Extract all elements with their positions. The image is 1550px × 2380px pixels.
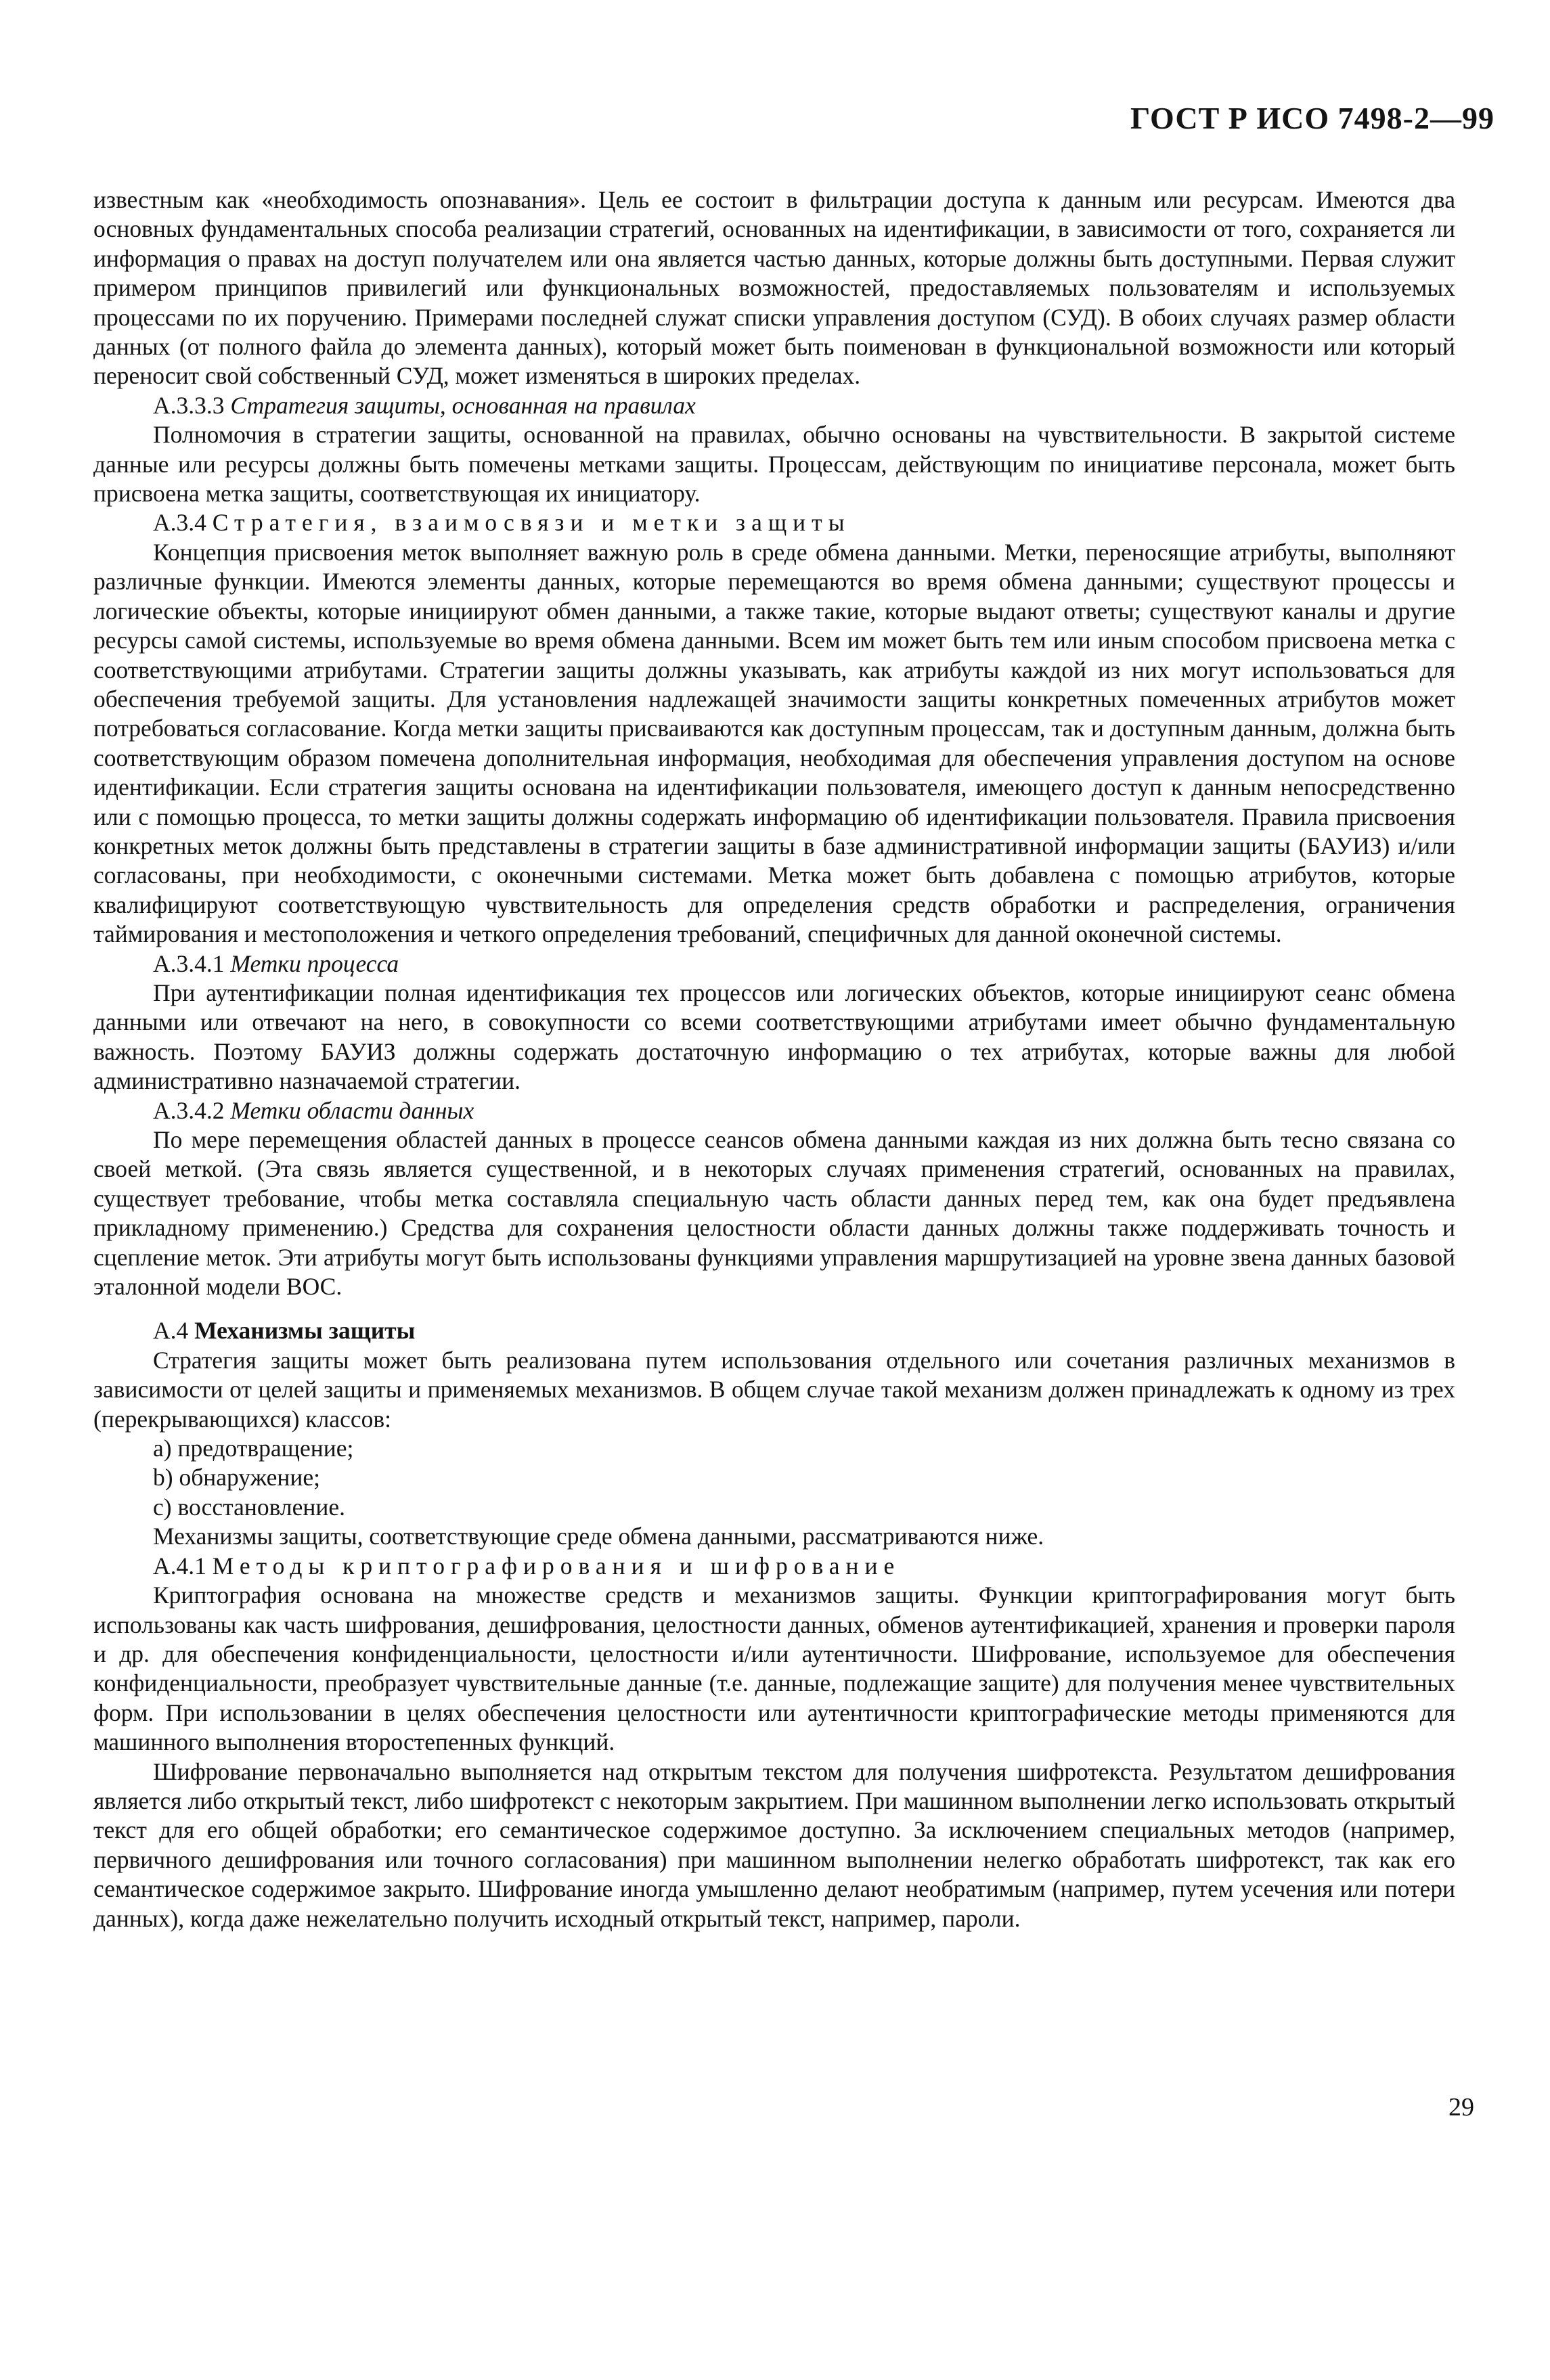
section-title: Стратегия, взаимосвязи и метки защиты <box>212 509 851 537</box>
section-heading-a34 <box>93 508 1455 537</box>
section-title: Методы криптографирования и шифрование <box>212 1552 901 1579</box>
section-title: Механизмы защиты <box>194 1317 416 1345</box>
paragraph-cryptography: Криптография основана на множестве средств и механизмов защиты. Функции криптографирования могут быть использованы как часть шифрования, дешифрования, целостности данных, обменов аутентификацией, хранения и проверки пароля и др. для обеспечения конфиденциальности, целостности и/или аутентичности. Шифрование, используемое для обеспечения конфиденциальности, преобразует чувствительные данные (т.е. данные, подлежащие защите) для получения менее чувствительных форм. При использовании в целях обеспечения целостности или аутентичности криптографические методы применяются для машинного выполнения второстепенных функций. <box>93 1581 1455 1756</box>
section-title: Стратегия защиты, основанная на правилах <box>230 391 696 419</box>
paragraph-mechanisms: Стратегия защиты может быть реализована путем использования отдельного или сочетания различных механизмов в зависимости от целей защиты и применяемых механизмов. В общем случае такой механизм должен принадлежать к одному из трех (перекрывающихся) классов: <box>93 1346 1455 1433</box>
section-number: А.4.1 <box>153 1552 206 1579</box>
section-number: А.3.3.3 <box>153 391 225 419</box>
section-heading-a41 <box>93 1552 1455 1581</box>
paragraph-process-labels: При аутентификации полная идентификация тех процессов или логических объектов, которые инициируют сеанс обмена данными или отвечают на него, в совокупности со всеми соответствующими атрибутами имеет обычно фундаментальную важность. Поэтому БАУИЗ должны содержать достаточную информацию о тех атрибутах, которые важны для любой административно назначаемой стратегии. <box>93 979 1455 1095</box>
list-item: b) обнаружение; <box>153 1464 321 1491</box>
section-heading-a342 <box>93 1096 1455 1125</box>
paragraph-encryption: Шифрование первоначально выполняется над открытым текстом для получения шифротекста. Результатом дешифрования является либо открытый текст, либо шифротекст с некоторым закрытием. При машинном выполнении легко использовать открытый текст для его общей обработки; его семантическое содержимое доступно. За исключением специальных методов (например, первичного дешифрования или точного согласования) при машинном выполнении нелегко обработать шифротекст, так как его семантическое содержимое закрыто. Шифрование иногда умышленно делают необратимым (например, путем усечения или потери данных), когда даже нежелательно получить исходный открытый текст, например, пароли. <box>93 1757 1455 1932</box>
list-item: а) предотвращение; <box>153 1435 354 1462</box>
paragraph-data-area-labels: По мере перемещения областей данных в процессе сеансов обмена данными каждая из них должна быть тесно связана со своей меткой. (Эта связь является существенной, и в некоторых случаях применения стратегий, основанных на правилах, существует требование, чтобы метка составляла специальную часть области данных перед тем, как она будет предъявлена прикладному применению.) Средства для сохранения целостности области данных должны также поддерживать точность и сцепление меток. Эти атрибуты могут быть использованы функциями управления маршрутизацией на уровне звена данных базовой эталонной модели ВОС. <box>93 1126 1455 1301</box>
section-heading-a333 <box>93 391 1455 420</box>
paragraph-mechanisms-note: Механизмы защиты, соответствующие среде обмена данными, рассматриваются ниже. <box>153 1523 1044 1550</box>
section-title: Метки процесса <box>230 949 399 977</box>
page-body <box>93 185 1455 1933</box>
section-heading-a341 <box>93 949 1455 979</box>
paragraph-intro: известным как «необходимость опознавания». Цель ее состоит в фильтрации доступа к данным или ресурсам. Имеются два основных фундаментальных способа реализации стратегий, основанных на идентификации, в зависимости от того, сохраняется ли информация о правах на доступ получателем или она является частью данных, которые должны быть доступными. Первая служит примером принципов привилегий или функциональных возможностей, предоставляемых пользователям и используемых процессами по их поручению. Примерами последней служат списки управления доступом (СУД). В обоих случаях размер области данных (от полного файла до элемента данных), который может быть поименован в функциональной возможности или который переносит свой собственный СУД, может изменяться в широких пределах. <box>93 186 1455 390</box>
page-number: 29 <box>1448 2093 1474 2121</box>
section-number: А.3.4.1 <box>153 949 225 977</box>
paragraph-rule-based: Полномочия в стратегии защиты, основанной на правилах, обычно основаны на чувствительности. В закрытой системе данные или ресурсы должны быть помечены метками защиты. Процессам, действующим по инициативе персонала, может быть присвоена метка защиты, соответствующая их инициатору. <box>93 421 1455 508</box>
section-number: А.4 <box>153 1317 189 1345</box>
document-code-header: ГОСТ Р ИСО 7498-2—99 <box>1130 101 1494 135</box>
paragraph-labels: Концепция присвоения меток выполняет важную роль в среде обмена данными. Метки, переносящие атрибуты, выполняют различные функции. Имеются элементы данных, которые перемещаются во время обмена данными; существуют процессы и логические объекты, которые инициируют обмен данными, а также такие, которые выдают ответы; существуют каналы и другие ресурсы самой системы, используемые во время обмена данными. Всем им может быть тем или иным способом присвоена метка с соответствующими атрибутами. Стратегии защиты должны указывать, как атрибуты каждой из них могут использоваться для обеспечения требуемой защиты. Для установления надлежащей значимости защиты конкретных помеченных атрибутов может потребоваться согласование. Когда метки защиты присваиваются как доступным процессам, так и доступным данным, должна быть соответствующим образом помечена дополнительная информация, необходимая для обеспечения управления доступом на основе идентификации. Если стратегия защиты основана на идентификации пользователя, имеющего доступ к данным непосредственно или с помощью процесса, то метки защиты должны содержать информацию об идентификации пользователя. Правила присвоения конкретных меток должны быть представлены в стратегии защиты в базе административной информации защиты (БАУИЗ) и/или согласованы, при необходимости, с оконечными системами. Метка может быть добавлена с помощью атрибутов, которые квалифицируют соответствующую чувствительность для определения средств обработки и распределения, ограничения таймирования и местоположения и четкого определения требований, специфичных для данной оконечной системы. <box>93 538 1455 948</box>
section-number: А.3.4 <box>153 509 206 537</box>
section-number: А.3.4.2 <box>153 1096 225 1124</box>
section-title: Метки области данных <box>230 1096 474 1124</box>
list-item: с) восстановление. <box>153 1493 345 1521</box>
section-heading-a4 <box>93 1316 1455 1345</box>
